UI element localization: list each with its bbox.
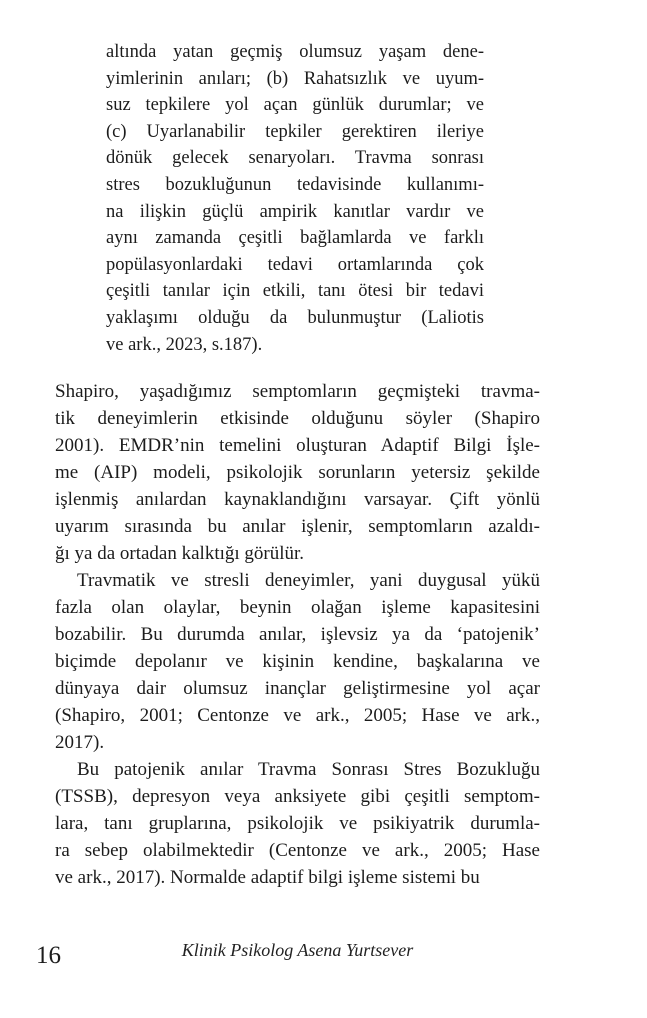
running-title: Klinik Psikolog Asena Yurtsever xyxy=(181,940,414,960)
body-line: (Shapiro, 2001; Centonze ve ark., 2005; Hase ve ark., xyxy=(55,705,540,727)
body-line: biçimde depolanır ve kişinin kendine, başkalarına ve xyxy=(55,651,540,673)
quote-line: ve ark., 2023, s.187). xyxy=(106,334,263,355)
quote-line: altında yatan geçmiş olumsuz yaşam dene- xyxy=(106,42,484,62)
body-line: işlenmiş anılardan kaynaklandığını varsayar. Çift yönlü xyxy=(55,489,540,511)
quote-line: na ilişkin güçlü ampirik kanıtlar vardır ve xyxy=(106,201,484,222)
paragraph xyxy=(55,378,540,567)
body-line: ğı ya da ortadan kalktığı görülür. xyxy=(55,543,305,565)
body-line: uyarım sırasında bu anılar işlenir, semptomların azaldı- xyxy=(55,516,540,538)
quote-line: suz tepkilere yol açan günlük durumlar; ve xyxy=(106,95,484,116)
body-line: Travmatik ve stresli deneyimler, yani duygusal yükü xyxy=(77,570,540,592)
body-line: 2017). xyxy=(55,732,105,754)
body-line: Bu patojenik anılar Travma Sonrası Stres Bozukluğu xyxy=(77,759,540,781)
quote-line: popülasyonlardaki tedavi ortamlarında çok xyxy=(106,254,484,275)
body-line: tik deneyimlerin etkisinde olduğunu söyler (Shapiro xyxy=(55,408,540,430)
body-line: lara, tanı gruplarına, psikolojik ve psikiyatrik durumla- xyxy=(55,813,540,835)
body-text xyxy=(55,378,540,891)
page-number: 16 xyxy=(36,942,61,969)
quote-line: çeşitli tanılar için etkili, tanı ötesi bir tedavi xyxy=(106,281,484,302)
body-line: fazla olan olaylar, beynin olağan işleme kapasitesini xyxy=(55,597,540,619)
body-line: (TSSB), depresyon veya anksiyete gibi çeşitli semptom- xyxy=(55,786,540,808)
quote-line: stres bozukluğunun tedavisinde kullanımı- xyxy=(106,174,484,195)
quote-line: (c) Uyarlanabilir tepkiler gerektiren ileriye xyxy=(106,121,484,142)
quote-line: aynı zamanda çeşitli bağlamlarda ve farklı xyxy=(106,228,484,249)
body-line: ra sebep olabilmektedir (Centonze ve ark., 2005; Hase xyxy=(55,840,540,862)
quote-line: yaklaşımı olduğu da bulunmuştur (Laliotis xyxy=(106,307,484,328)
block-quote xyxy=(106,39,484,358)
body-line: me (AIP) modeli, psikolojik sorunların yetersiz şekilde xyxy=(55,462,540,484)
paragraph xyxy=(55,756,540,891)
body-line: Shapiro, yaşadığımız semptomların geçmişteki travma- xyxy=(55,381,540,403)
body-line: 2001). EMDR’nin temelini oluşturan Adaptif Bilgi İşle- xyxy=(55,435,540,457)
quote-line: dönük gelecek senaryoları. Travma sonrası xyxy=(106,148,484,169)
quote-line: yimlerinin anıları; (b) Rahatsızlık ve uyum- xyxy=(106,68,484,89)
body-line: bozabilir. Bu durumda anılar, işlevsiz ya da ‘patojenik’ xyxy=(55,624,540,646)
body-line: ve ark., 2017). Normalde adaptif bilgi işleme sistemi bu xyxy=(55,867,480,889)
paragraph xyxy=(55,567,540,756)
body-line: dünyaya dair olumsuz inançlar geliştirmesine yol açar xyxy=(55,678,540,700)
